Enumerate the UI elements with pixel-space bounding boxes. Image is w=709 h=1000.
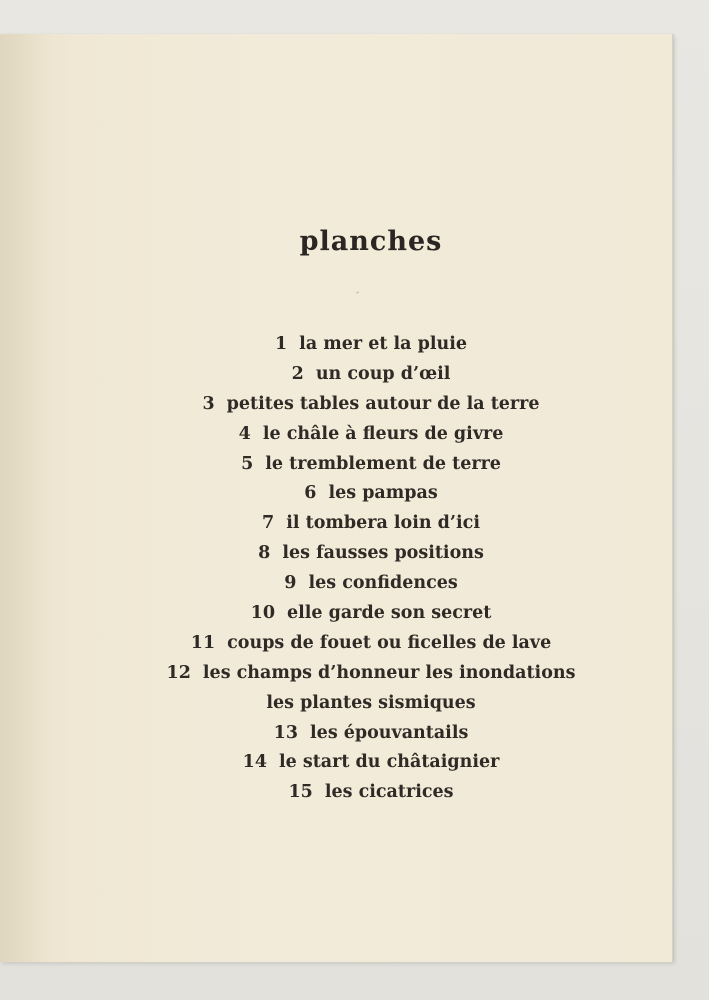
plate-number: 1 bbox=[274, 334, 288, 354]
plate-title: coups de fouet ou ficelles de lave bbox=[227, 632, 552, 653]
list-item bbox=[0, 629, 709, 659]
plate-title: les épouvantails bbox=[310, 722, 469, 743]
list-item bbox=[0, 330, 709, 360]
list-item bbox=[0, 748, 709, 778]
list-item bbox=[0, 450, 709, 480]
plate-number: 15 bbox=[288, 782, 313, 803]
list-item bbox=[0, 569, 709, 599]
plate-number: 10 bbox=[250, 603, 275, 624]
plates-list bbox=[0, 330, 709, 808]
list-item bbox=[0, 599, 709, 629]
plate-title: les plantes sismiques bbox=[266, 692, 476, 713]
list-item bbox=[0, 360, 709, 390]
list-item bbox=[0, 509, 709, 539]
plate-number: 8 bbox=[258, 543, 271, 564]
list-item bbox=[0, 420, 709, 450]
plate-number: 14 bbox=[242, 752, 267, 773]
plate-number: 7 bbox=[262, 513, 275, 534]
plate-number: 6 bbox=[304, 483, 317, 504]
page-title: planches bbox=[299, 226, 443, 257]
plate-title: les fausses positions bbox=[282, 543, 484, 564]
list-item bbox=[0, 479, 709, 509]
plate-title: les confidences bbox=[308, 573, 458, 594]
plate-number: 4 bbox=[238, 423, 251, 444]
list-item bbox=[0, 390, 709, 420]
list-item bbox=[0, 659, 709, 689]
plate-title: les cicatrices bbox=[324, 782, 454, 803]
plate-title: un coup d’œil bbox=[315, 363, 451, 384]
plate-title: elle garde son secret bbox=[287, 603, 492, 624]
plate-number: 13 bbox=[273, 722, 299, 743]
list-item bbox=[0, 719, 709, 749]
plate-title: le start du châtaignier bbox=[279, 752, 500, 773]
plate-title: petites tables autour de la terre bbox=[226, 393, 540, 414]
plate-title: le châle à fleurs de givre bbox=[262, 423, 504, 444]
plate-number: 9 bbox=[284, 573, 297, 594]
plate-title: il tombera loin d’ici bbox=[286, 513, 480, 534]
plate-title: les champs d’honneur les inondations bbox=[202, 662, 576, 683]
plate-number: 3 bbox=[202, 393, 215, 414]
list-item bbox=[0, 778, 709, 808]
plate-title: la mer et la pluie bbox=[299, 334, 467, 354]
list-item bbox=[0, 539, 709, 569]
plate-number: 11 bbox=[190, 632, 216, 653]
plate-title: les pampas bbox=[328, 483, 438, 504]
plate-number: 12 bbox=[166, 662, 191, 683]
plate-number: 5 bbox=[241, 453, 254, 474]
list-item-continuation bbox=[0, 689, 709, 719]
plate-number: 2 bbox=[291, 363, 304, 384]
plate-title: le tremblement de terre bbox=[265, 453, 501, 474]
